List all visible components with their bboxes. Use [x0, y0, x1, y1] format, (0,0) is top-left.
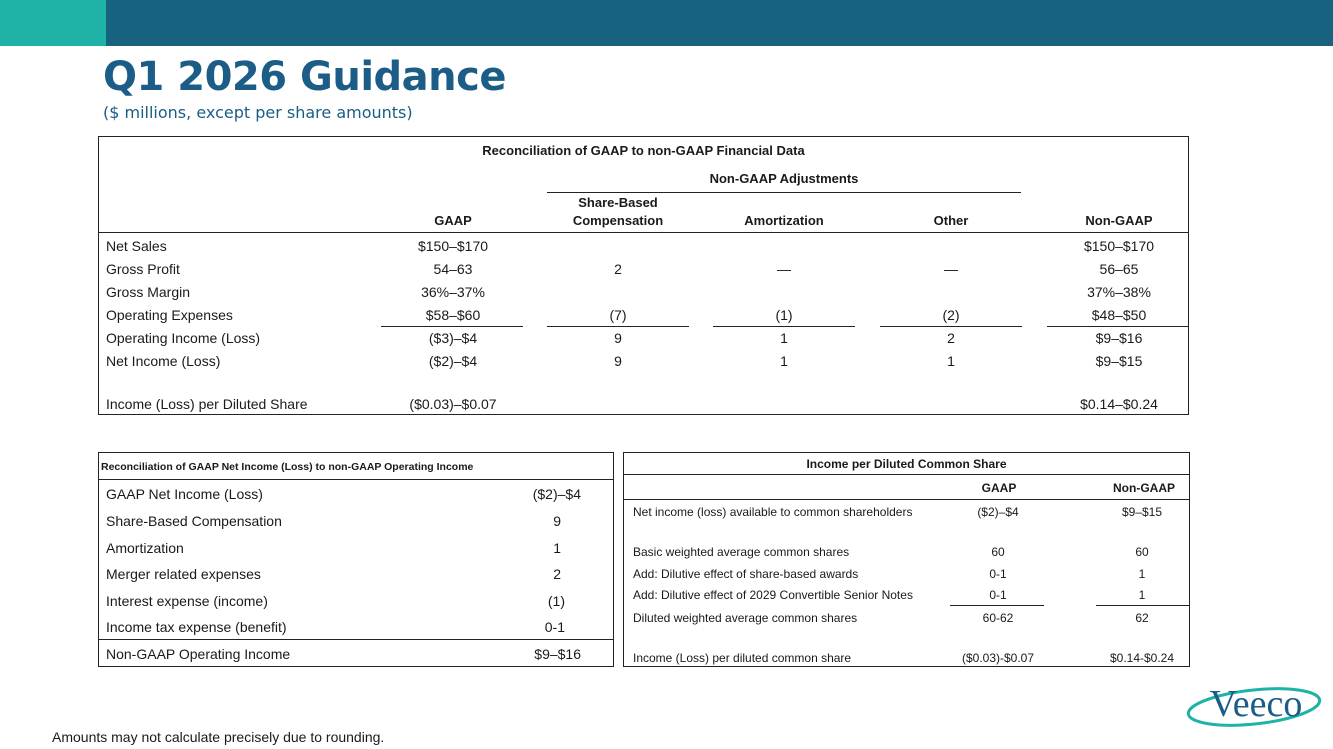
col-header-sbc-line2: Compensation [572, 213, 664, 228]
eps-row-nongaap: $0.14-$0.24 [1109, 651, 1175, 665]
eps-row-gaap: 0-1 [989, 588, 1007, 602]
cell-nongaap: $48–$50 [1091, 307, 1147, 323]
op-income-table-header [99, 453, 613, 480]
page-title: Q1 2026 Guidance [103, 54, 506, 100]
op-row-value: 0-1 [544, 619, 565, 635]
logo-wordmark: Veeco [1209, 683, 1303, 725]
cell-other: — [944, 261, 958, 277]
cell-gaap: 54–63 [433, 261, 473, 277]
eps-row-gaap: ($2)–$4 [977, 505, 1019, 519]
cell-other: 2 [947, 330, 955, 346]
col-header-amortization: Amortization [744, 213, 824, 228]
eps-row-nongaap: 1 [1138, 567, 1146, 581]
eps-row-label: Net income (loss) available to common shareholders [633, 505, 913, 519]
header-rule [99, 232, 1188, 233]
cell-gaap: ($2)–$4 [428, 353, 478, 369]
row-label-net-sales: Net Sales [106, 238, 167, 254]
page-subtitle: ($ millions, except per share amounts) [103, 103, 413, 122]
cell-sbc: 2 [614, 261, 622, 277]
cell-amortization: (1) [775, 307, 793, 323]
cell-gaap: 36%–37% [421, 284, 485, 300]
cell-nongaap: 56–65 [1099, 261, 1139, 277]
adjustments-header: Non-GAAP Adjustments [709, 171, 859, 186]
table-title: Reconciliation of GAAP to non-GAAP Financial Data [482, 143, 805, 158]
op-row-label: Merger related expenses [106, 566, 261, 582]
cell-amortization: 1 [780, 353, 788, 369]
op-row-label: Income tax expense (benefit) [106, 619, 287, 635]
op-total-rule [99, 639, 613, 640]
col-header-sbc-line1: Share-Based [578, 195, 658, 210]
cell-sbc: 9 [614, 353, 622, 369]
cell-amortization: 1 [780, 330, 788, 346]
eps-row-nongaap: 1 [1138, 588, 1146, 602]
op-row-value: ($2)–$4 [532, 486, 581, 502]
op-row-label: GAAP Net Income (Loss) [106, 486, 263, 502]
col-header-gaap: GAAP [434, 213, 472, 228]
op-income-table-title: Reconciliation of GAAP Net Income (Loss) to non-GAAP Operating Income [101, 461, 474, 473]
op-row-label: Share-Based Compensation [106, 513, 282, 529]
eps-row-gaap: ($0.03)-$0.07 [961, 651, 1035, 665]
subtotal-rule-gaap [381, 326, 523, 327]
eps-row-label: Diluted weighted average common shares [633, 611, 858, 625]
eps-row-label: Basic weighted average common shares [633, 545, 850, 559]
eps-row-gaap: 60 [991, 545, 1005, 559]
subtotal-rule-amortization [713, 326, 855, 327]
subtotal-rule-sbc [547, 326, 689, 327]
row-label-operating-expenses: Operating Expenses [106, 307, 233, 323]
row-label-gross-profit: Gross Profit [106, 261, 180, 277]
eps-header-rule [624, 499, 1189, 500]
eps-col-gaap: GAAP [981, 481, 1017, 495]
cell-gaap: $58–$60 [425, 307, 481, 323]
eps-row-nongaap: 60 [1135, 545, 1149, 559]
eps-row-gaap: 0-1 [989, 567, 1007, 581]
eps-row-label: Add: Dilutive effect of 2029 Convertible Senior Notes [633, 588, 913, 602]
cell-sbc: 9 [614, 330, 622, 346]
gaap-reconciliation-table [98, 136, 1189, 415]
eps-row-gaap: 60-62 [982, 611, 1014, 625]
op-row-value: 1 [553, 540, 561, 556]
cell-other: (2) [942, 307, 960, 323]
op-row-value: (1) [547, 593, 565, 609]
header-band-blue [106, 0, 1333, 46]
cell-nongaap: $9–$16 [1095, 330, 1143, 346]
cell-other: 1 [947, 353, 955, 369]
eps-col-nongaap: Non-GAAP [1113, 481, 1175, 495]
eps-subtotal-rule-nongaap [1096, 605, 1189, 606]
eps-row-nongaap: $9–$15 [1121, 505, 1163, 519]
cell-gaap: ($0.03)–$0.07 [409, 396, 497, 412]
eps-title-rule [624, 474, 1189, 475]
op-income-reconciliation-table [98, 452, 614, 667]
eps-row-label: Add: Dilutive effect of share-based awards [633, 567, 859, 581]
eps-table-title: Income per Diluted Common Share [806, 457, 1007, 471]
subtotal-rule-other [880, 326, 1022, 327]
cell-nongaap: 37%–38% [1087, 284, 1151, 300]
eps-row-label: Income (Loss) per diluted common share [633, 651, 852, 665]
cell-gaap: ($3)–$4 [428, 330, 478, 346]
veeco-logo [1184, 676, 1328, 732]
op-row-label: Non-GAAP Operating Income [106, 646, 291, 662]
op-row-value: 2 [553, 566, 561, 582]
cell-nongaap: $9–$15 [1095, 353, 1143, 369]
eps-row-nongaap: 62 [1135, 611, 1149, 625]
col-header-nongaap: Non-GAAP [1085, 213, 1153, 228]
row-label-eps: Income (Loss) per Diluted Share [106, 396, 308, 412]
op-row-value: $9–$16 [534, 646, 581, 662]
row-label-operating-income: Operating Income (Loss) [106, 330, 261, 346]
cell-sbc: (7) [609, 307, 627, 323]
row-label-net-income: Net Income (Loss) [106, 353, 221, 369]
rounding-footnote: Amounts may not calculate precisely due to rounding. [52, 729, 385, 745]
op-row-label: Interest expense (income) [106, 593, 268, 609]
row-label-gross-margin: Gross Margin [106, 284, 191, 300]
header-band-teal [0, 0, 106, 46]
subtotal-rule-nongaap [1047, 326, 1188, 327]
eps-subtotal-rule-gaap [950, 605, 1044, 606]
eps-table [623, 452, 1190, 667]
adjustments-underline [547, 192, 1021, 193]
cell-nongaap: $0.14–$0.24 [1080, 396, 1158, 412]
col-header-other: Other [933, 213, 969, 228]
op-row-label: Amortization [106, 540, 184, 556]
op-row-value: 9 [553, 513, 561, 529]
cell-gaap: $150–$170 [417, 238, 489, 254]
cell-nongaap: $150–$170 [1083, 238, 1155, 254]
cell-amortization: — [777, 261, 791, 277]
